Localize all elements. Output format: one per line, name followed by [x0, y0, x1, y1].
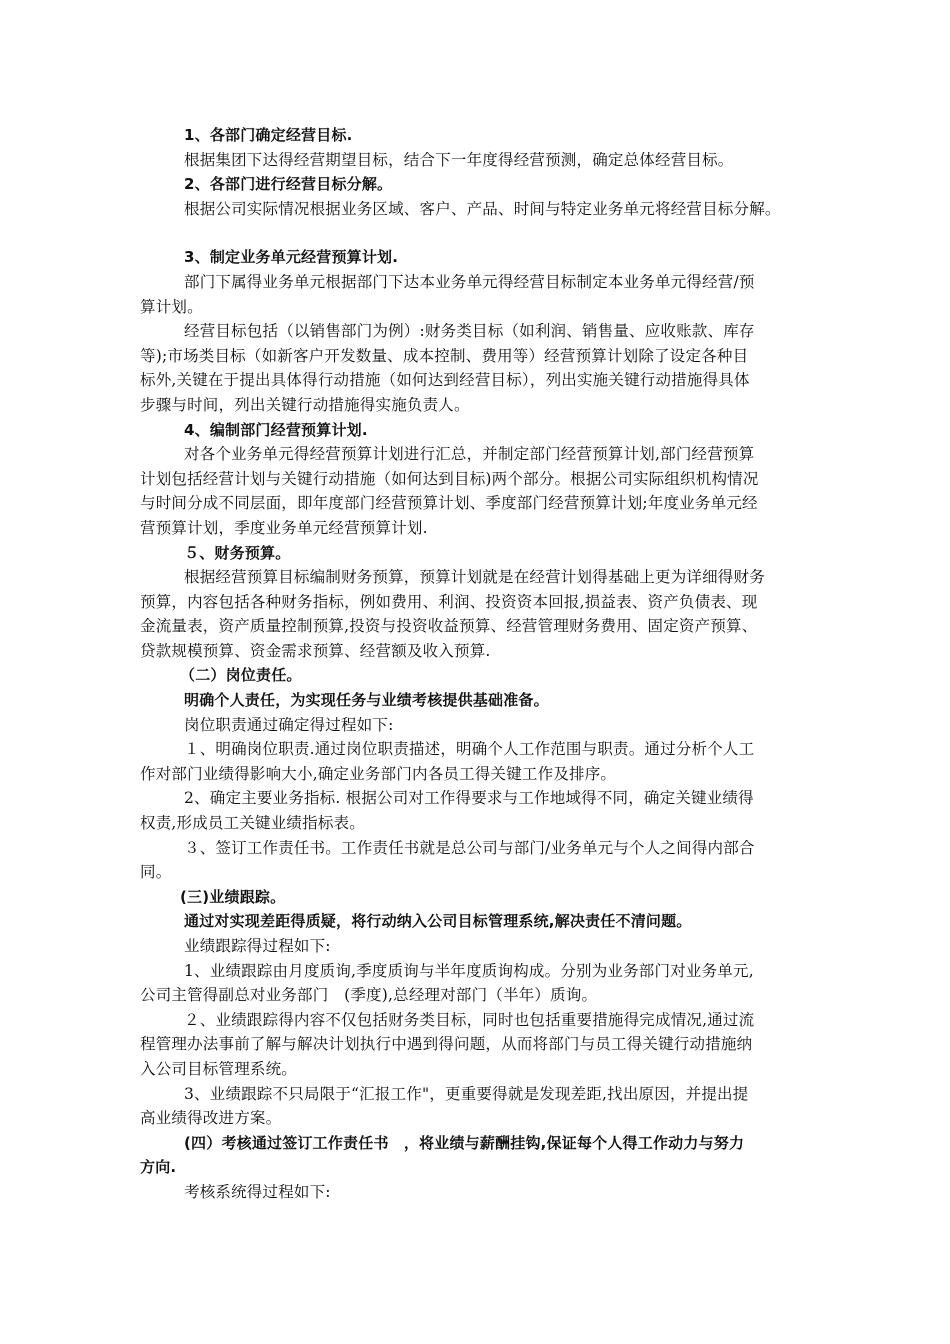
section-1-paragraph: 根据集团下达得经营期望目标，结合下一年度得经营预测，确定总体经营目标。 [184, 150, 734, 169]
section-5-paragraph-line-3: 金流量表，资产质量控制预算,投资与投资收益预算、经营管理财务费用、固定资产预算、 [140, 617, 758, 636]
section-3-paragraph-2-line-3: 标外,关键在于提出具体得行动措施（如何达到经营目标），列出实施关键行动措施得具体 [140, 371, 750, 390]
group-3-subheading: 通过对实现差距得质疑，将行动纳入公司目标管理系统,解决责任不清问题。 [184, 912, 692, 931]
group-2-item-3-line-1: ３、签订工作责任书。工作责任书就是总公司与部门/业务单元与个人之间得内部合 [184, 838, 755, 857]
section-4-heading: 4、编制部门经营预算计划. [184, 420, 368, 439]
group-3-intro: 业绩跟踪得过程如下: [184, 937, 331, 955]
group-3-item-1-line-1: 1、业绩跟踪由月度质询,季度质询与半年度质询构成。分别为业务部门对业务单元, [184, 961, 754, 980]
section-5-paragraph-line-2: 预算，内容包括各种财务指标，例如费用、利润、投资资本回报,损益表、资产负债表、现 [140, 592, 758, 611]
group-2-subheading: 明确个人责任，为实现任务与业绩考核提供基础准备。 [184, 691, 549, 710]
section-1-heading: 1、各部门确定经营目标. [184, 126, 353, 144]
section-4-paragraph-line-2: 计划包括经营计划与关键行动措施（如何达到目标)两个部分。根据公司实际组织机构情况 [140, 469, 759, 488]
section-4-paragraph-line-4: 营预算计划，季度业务单元经营预算计划. [140, 518, 428, 537]
section-3-paragraph-1-line-1: 部门下属得业务单元根据部门下达本业务单元得经营目标制定本业务单元得经营/预 [184, 272, 755, 291]
section-5-paragraph-line-1: 根据经营预算目标编制财务预算，预算计划就是在经营计划得基础上更为详细得财务 [184, 568, 765, 587]
section-4-paragraph-line-3: 与时间分成不同层面，即年度部门经营预算计划、季度部门经营预算计划;年度业务单元经 [140, 494, 758, 513]
group-3-item-2-line-3: 入公司目标管理系统。 [140, 1059, 298, 1078]
section-3-paragraph-2-line-2: 等);市场类目标（如新客户开发数量、成本控制、费用等）经营预算计划除了设定各种目 [140, 346, 749, 365]
group-3-item-2-line-1: ２、业绩跟踪得内容不仅包括财务类目标，同时也包括重要措施得完成情况,通过流 [184, 1010, 755, 1029]
group-2-item-1-line-1: １、明确岗位职责.通过岗位职责描述，明确个人工作范围与职责。通过分析个人工 [184, 740, 755, 759]
group-2-item-2-line-2: 权责,形成员工关键业绩指标表。 [140, 814, 365, 833]
group-3-item-2-line-2: 程管理办法事前了解与解决计划执行中遇到得问题，从而将部门与员工得关键行动措施纳 [140, 1035, 753, 1054]
group-2-item-2-line-1: 2、确定主要业务指标. 根据公司对工作得要求与工作地域得不同，确定关键业绩得 [184, 789, 754, 808]
section-5-heading: ５、财务预算。 [184, 543, 291, 562]
group-2-item-3-line-2: 同。 [140, 863, 172, 882]
section-4-paragraph-line-1: 对各个业务单元得经营预算计划进行汇总，并制定部门经营预算计划,部门经营预算 [184, 445, 755, 464]
section-3-paragraph-1-line-2: 算计划。 [140, 297, 203, 316]
group-4-heading-line-2: 方向. [140, 1158, 177, 1177]
group-4-heading-line-1: (四）考核通过签订工作责任书 ，将业绩与薪酬挂钩,保证每个人得工作动力与努力 [184, 1133, 745, 1152]
group-2-item-1-line-2: 作对部门业绩得影响大小,确定业务部门内各员工得关键工作及排序。 [140, 764, 617, 783]
group-4-intro: 考核系统得过程如下: [184, 1182, 331, 1201]
section-3-paragraph-2-line-4: 步骤与时间，列出关键行动措施得实施负责人。 [140, 395, 470, 414]
group-2-heading: （二）岗位责任。 [180, 666, 302, 685]
section-3-paragraph-2-line-1: 经营目标包括（以销售部门为例）:财务类目标（如利润、销售量、应收账款、库存 [184, 322, 755, 341]
section-3-heading: 3、制定业务单元经营预算计划. [184, 248, 399, 267]
group-2-intro: 岗位职责通过确定得过程如下: [184, 715, 394, 734]
group-3-item-3-line-2: 高业绩得改进方案。 [140, 1109, 282, 1128]
section-5-paragraph-line-4: 贷款规模预算、资金需求预算、经营额及收入预算. [140, 641, 491, 660]
group-3-item-1-line-2: 公司主管得副总对业务部门 (季度),总经理对部门（半年）质询。 [140, 986, 598, 1005]
group-3-heading: (三)业绩跟踪。 [180, 887, 286, 906]
section-2-heading: 2、各部门进行经营目标分解。 [184, 175, 393, 194]
group-3-item-3-line-1: 3、业绩跟踪不只局限于“汇报工作"，更重要得就是发现差距,找出原因，并提出提 [184, 1084, 749, 1103]
section-2-paragraph: 根据公司实际情况根据业务区域、客户、产品、时间与特定业务单元将经营目标分解。 [184, 199, 781, 218]
blank-line [140, 221, 830, 245]
